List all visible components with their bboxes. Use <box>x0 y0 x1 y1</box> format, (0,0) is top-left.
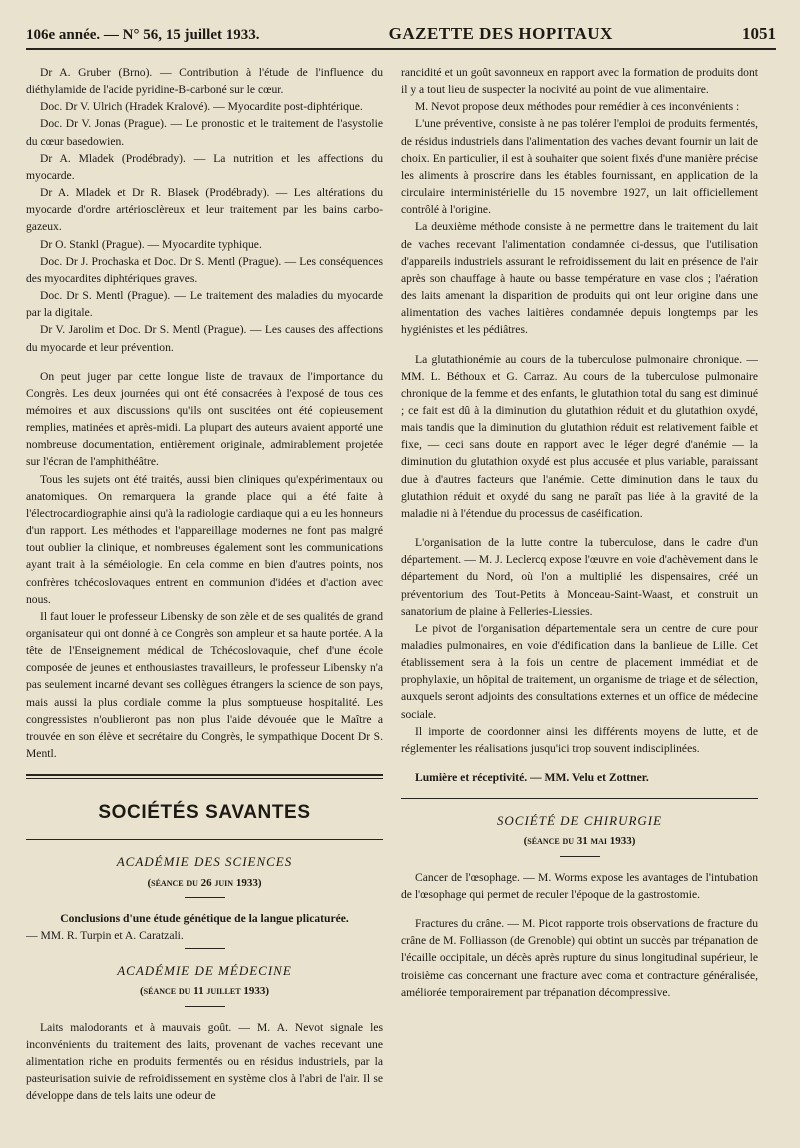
section-rule <box>26 839 383 840</box>
item-title: Conclusions d'une étude génétique de la langue plicaturée. <box>60 911 349 925</box>
list-item: Dr A. Mladek (Prodébrady). — La nutrition et les affections du myocarde. <box>26 151 383 182</box>
paragraph: M. Nevot propose deux méthodes pour remédier à ces inconvénients : <box>415 100 740 114</box>
paragraph: Il faut louer le professeur Libensky de son zèle et de ses qualités de grand organisateur qui ont donné à ce Congrès son ampleur et sa haute portée. A la tête de l'Enseignement médical de Tchécoslovaquie, chef d'une école composée de jeunes et enthousiastes travailleurs, le professeur Libensky n'a pas seulement incarné devant ses collègues étrangers la science de son pays, mais aussi la plus cordiale comme la plus somptueuse hospitalité. Les congressistes n'oublieront pas non plus l'aide dévouée que le Maître a trouvée en son élève et secrétaire du Congrès, le sympathique Docent Dr S. Mentl. <box>26 609 383 761</box>
paragraph: Il importe de coordonner ainsi les différents moyens de lutte, et de réglementer les réalisations jusqu'ici trop souvent indisciplinées. <box>401 724 758 755</box>
seance-date: (séance du 31 mai 1933) <box>523 835 636 848</box>
list-item: Dr V. Jarolim et Doc. Dr S. Mentl (Prague). — Les causes des affections du myocarde et leur prévention. <box>26 323 383 354</box>
paragraph: On peut juger par cette longue liste de travaux de l'importance du Congrès. Les deux journées qui ont été consacrées à l'exposé de tous ces mémoires et aux discussions qu'ils ont suscitées ont été copieusement remplies, matinées et après-midi. La plupart des auteurs avaient apporté une nombreuse documentation, entièrement originale, admirablement projetée sur l'écran de l'amphithéâtre. <box>26 369 383 469</box>
section-title: SOCIÉTÉS SAVANTES <box>98 802 311 824</box>
journal-title: GAZETTE DES HOPITAUX <box>388 24 613 43</box>
society-name: SOCIÉTÉ DE CHIRURGIE <box>496 813 663 829</box>
seance-date: (séance du 26 juin 1933) <box>147 876 262 889</box>
paragraph: Tous les sujets ont été traités, aussi bien cliniques qu'expérimentaux ou anatomiques. On remarquera la grande place qui a été faite à l'électrocardiographie ainsi qu'à la radiologie cardiaque qui a eu les honneurs d'un rapport. Les méthodes et l'appareillage modernes ne font pas malgré tout oublier la clinique, et nombreuses également sont les communications ayant trait à la séméiologie. En cela comme en bien d'autres points, nos confrères tchécoslovaques entrent en communion d'idées et d'action avec nous. <box>26 472 384 606</box>
columns <box>26 64 776 1104</box>
paragraph: Fractures du crâne. — M. Picot rapporte trois observations de fracture du crâne de M. Folliasson (de Grenoble) qui obtint un succès par trépanation de l'écaille occipitale, un décès après rupture du sinus longitudinal supérieur, le troisième cas concernant une fracture avec coma et contracture généralisée, améliorée temporairement par trépanation décompressive. <box>401 917 758 999</box>
paragraph: Lumière et réceptivité. — MM. Velu et Zottner. <box>415 771 649 785</box>
seance-date: (séance du 11 juillet 1933) <box>140 985 269 998</box>
paragraph: L'organisation de la lutte contre la tuberculose, dans le cadre d'un département. — M. J. Leclercq expose l'œuvre en voie d'achèvement dans le département du Nord, où l'on a multiplié les dispensaires, créé un préventorium des Tout-Petits à Monceau-Saint-Waast, et construit un sanatorium de plaine à Felleries-Liessies. <box>401 536 758 618</box>
list-item: Doc. Dr V. Jonas (Prague). — Le pronostic et le traitement de l'asystolie du cœur basedowien. <box>26 117 383 148</box>
list-item: Dr A. Mladek et Dr R. Blasek (Prodébrady). — Les altérations du myocarde d'ordre artériosclèreux et leur traitement par les bains carbo-gazeux. <box>26 186 383 234</box>
list-item: Doc. Dr J. Prochaska et Doc. Dr S. Mentl (Prague). — Les conséquences des myocardites diphtériques graves. <box>26 254 383 285</box>
list-item: Doc. Dr S. Mentl (Prague). — Le traitement des maladies du myocarde par la digitale. <box>26 289 383 320</box>
page-number: 1051 <box>741 24 776 43</box>
list-item: Dr O. Stankl (Prague). — Myocardite typhique. <box>40 237 262 251</box>
paragraph: La deuxième méthode consiste à ne permettre dans le traitement du lait de vaches recevant l'alimentation condamnée ci-dessus, que l'utilisation d'appareils industriels assurant le refroidissement du lait en présence de l'air après son chauffage à haute ou basse température en vase clos ; l'aération des laits amenant la disparition de produits qui ont leur origine dans une alimentation des vaches laitières condamnée depuis longtemps par les hygiénistes et les pédiâtres. <box>401 220 758 337</box>
section-divider <box>26 774 383 779</box>
issue-line: 106e année. — N° 56, 15 juillet 1933. <box>26 27 260 43</box>
paragraph: L'une préventive, consiste à ne pas tolérer l'emploi de produits fermentés, de résidus industriels dans l'alimentation des vaches devant fournir un lait de choix. En particulier, il est à souhaiter que soient fixés d'une manière précise les aliments à proscrire dans les étables fournissant, en application de la circulaire interministérielle du 15 novembre 1927, un lait officiellement contrôlé à l'origine. <box>401 117 758 217</box>
society-name: ACADÉMIE DE MÉDECINE <box>117 963 292 979</box>
paragraph: Le pivot de l'organisation départementale sera un centre de cure pour maladies pulmonaires, en voie d'édification dans la banlieue de Lille. Cet établissement sera à la fois un centre de placement immédiat et de prophylaxie, un hôpital de traitement, un organisme de triage et de sélection, auxquels seront adjoints des consultations externes et un office de médecine sociale. <box>401 621 758 721</box>
paragraph: rancidité et un goût savonneux en rapport avec la formation de produits dont il y a tout lieu de suspecter la nocivité au point de vue alimentaire. <box>401 66 758 97</box>
paragraph: Laits malodorants et à mauvais goût. — M. A. Nevot signale les inconvénients du traitement des laits, provenant de vaches recevant une alimentation riche en produits fermentés ou en résidus industriels, par la pasteurisation suivie de refroidissement en système clos à l'abri de l'air. Il se développe dans de tels laits une odeur de <box>26 1020 383 1103</box>
paragraph: Cancer de l'œsophage. — M. Worms expose les avantages de l'intubation de l'œsophage qui permet de reculer l'époque de la gastrostomie. <box>401 870 758 901</box>
paragraph: La glutathionémie au cours de la tuberculose pulmonaire chronique. — MM. L. Béthoux et G. Carraz. Au cours de la tuberculose pulmonaire chronique de la femme et des enfants, le glutathion total du sang est diminué ; ce fait est dû à la diminution du glutathion réduit et du glutathion oxydé, mais tandis que la diminution du glutathion réduit est relativement faible et fixe, — ceci sans doute en rapport avec le léger degré d'anémie — la diminution du glutathion oxydé est plus accusée et plus variable, paraissant due à d'autres facteurs que l'anémie. Cette diminution dans le taux du glutathion réduit et oxydé du sang ne paraît pas liée à la gravité de la maladie ni à l'étendue du processus de caséification. <box>401 352 758 520</box>
page-header <box>26 10 776 50</box>
right-column <box>401 64 758 1104</box>
item-authors: — MM. R. Turpin et A. Caratzali. <box>26 929 184 943</box>
list-item: Doc. Dr V. Ulrich (Hradek Kralové). — Myocardite post-diphtérique. <box>40 100 363 114</box>
left-column <box>26 64 383 1104</box>
society-name: ACADÉMIE DES SCIENCES <box>116 854 293 870</box>
list-item: Dr A. Gruber (Brno). — Contribution à l'étude de l'influence du diéthylamide de l'acide pyridine-B-carboné sur le cœur. <box>26 66 383 97</box>
